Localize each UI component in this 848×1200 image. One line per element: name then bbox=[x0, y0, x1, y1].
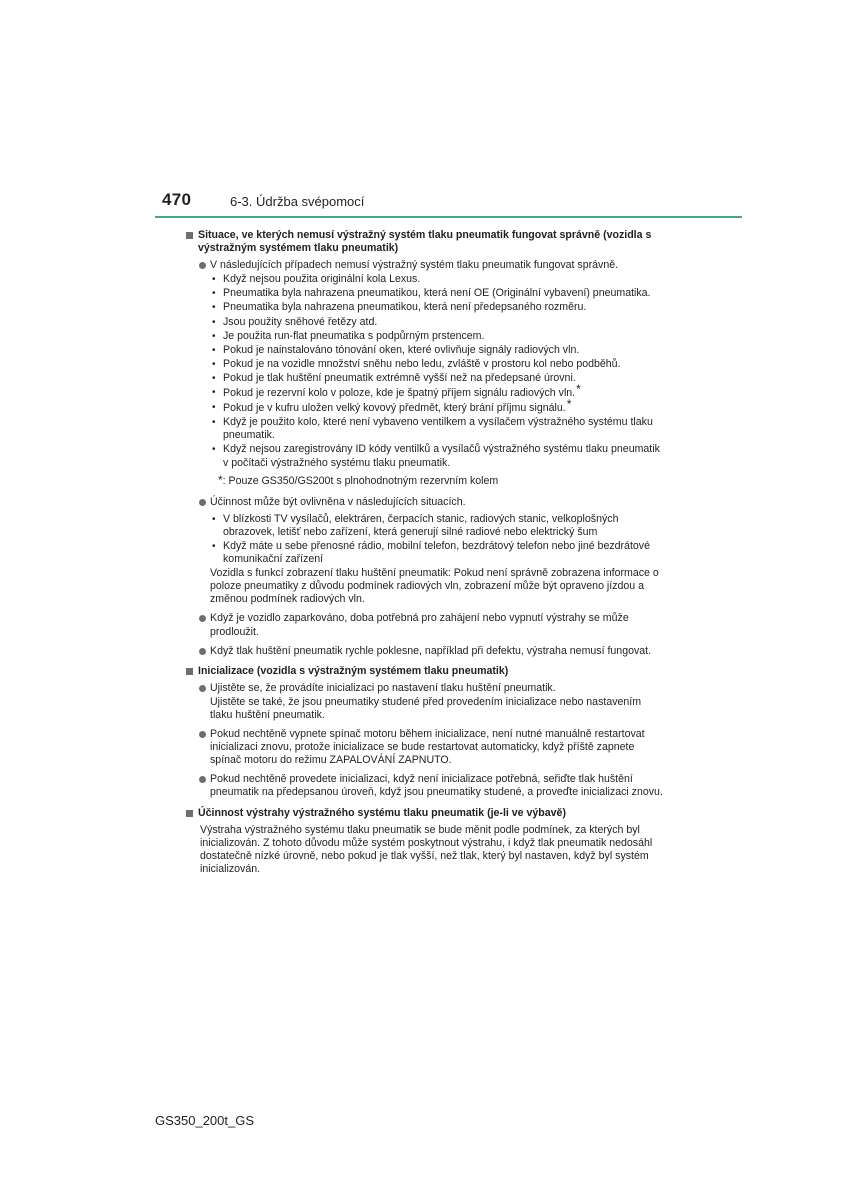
list-item: • Pneumatika byla nahrazena pneumatikou, která není předepsaného rozměru. bbox=[212, 301, 587, 314]
list-item: • Je použita run-flat pneumatika s podpůrným prstencem. bbox=[212, 329, 485, 342]
circle-bullet-icon bbox=[199, 262, 206, 269]
body-text: Vozidla s funkcí zobrazení tlaku huštění pneumatik: Pokud není správně zobrazena informace o poloze pneumatiky z důvodu podmínek radiových vln, zobrazení může být opraveno jízdou a změnou podmínek radiových vln. bbox=[210, 567, 659, 606]
section-title: 6-3. Údržba svépomocí bbox=[230, 194, 365, 209]
page-number: 470 bbox=[162, 190, 192, 209]
bullet-paragraph: Když tlak huštění pneumatik rychle poklesne, například při defektu, výstraha nemusí fungovat. bbox=[185, 645, 663, 658]
body-text: Ujistěte se také, že jsou pneumatiky studené před provedením inicializace nebo nastavením tlaku huštění pneumatik. bbox=[210, 695, 642, 721]
list-item: • Pokud je rezervní kolo v poloze, kde je špatný příjem signálu radiových vln.* bbox=[212, 382, 581, 400]
bullet-paragraph: Když je vozidlo zaparkováno, doba potřebná pro zahájení nebo vypnutí výstrahy se může prodloužit. bbox=[185, 612, 663, 638]
list-item: • Když je použito kolo, které není vybaveno ventilkem a vysílačem výstražného systému tlaku pneumatik. bbox=[212, 416, 653, 442]
circle-bullet-icon bbox=[199, 685, 206, 692]
circle-bullet-icon bbox=[199, 731, 206, 738]
body-text: Výstraha výstražného systému tlaku pneumatik se bude měnit podle podmínek, za kterých byl inicializován. Z tohoto důvodu může systém poskytnout výstrahu, i když tlak pneumatik nedosáhl dostatečně nízké úrovně, nebo pokud je tlak vyšší, než tlak, který byl nastaven, když byl systém inicializován. bbox=[200, 823, 653, 875]
list-item: • Pneumatika byla nahrazena pneumatikou, která není OE (Originální vybavení) pneumatika. bbox=[212, 287, 651, 300]
circle-bullet-icon bbox=[199, 648, 206, 655]
bullet-paragraph: Pokud nechtěně vypnete spínač motoru během inicializace, není nutné manuálně restartovat inicializaci znovu, protože inicializace se bude restartovat automaticky, když příště zapnete spínač motoru do režimu ZAPALOVÁNÍ ZAPNUTO. bbox=[185, 728, 663, 767]
list-item: • V blízkosti TV vysílačů, elektráren, čerpacích stanic, radiových stanic, velkoplošných obrazovek, letišť nebo zařízení, která generují silné radiové nebo elektrický šum bbox=[212, 512, 619, 538]
heading-warning-effectiveness: Účinnost výstrahy výstražného systému tlaku pneumatik (je-li ve výbavě) bbox=[185, 807, 663, 820]
list-item: • Když nejsou použita originální kola Lexus. bbox=[212, 273, 421, 286]
main-content bbox=[185, 226, 663, 876]
footnote-marker: * bbox=[576, 382, 581, 397]
list-item: • Pokud je nainstalováno tónování oken, které ovlivňuje signály radiových vln. bbox=[212, 343, 580, 356]
bullet-paragraph: Pokud nechtěně provedete inicializaci, když není inicializace potřebná, seřiďte tlak huštění pneumatik na předepsanou úroveň, když jsou pneumatiky studené, a proveďte inicializaci znovu. bbox=[185, 773, 663, 799]
list-item: • Když máte u sebe přenosné rádio, mobilní telefon, bezdrátový telefon nebo jiné bezdrátové komunikační zařízení bbox=[212, 539, 650, 566]
footnote: *: Pouze GS350/GS200t s plnohodnotným rezervním kolem bbox=[218, 472, 499, 487]
square-bullet-icon bbox=[186, 810, 193, 817]
footnote-marker: * bbox=[566, 397, 572, 412]
list-item: • Jsou použity sněhové řetězy atd. bbox=[212, 315, 378, 328]
heading-tpws-malfunction-situations: Situace, ve kterých nemusí výstražný systém tlaku pneumatik fungovat správně (vozidla s výstražným systémem tlaku pneumatik) bbox=[185, 229, 663, 255]
circle-bullet-icon bbox=[199, 615, 206, 622]
square-bullet-icon bbox=[186, 232, 193, 239]
circle-bullet-icon bbox=[199, 776, 206, 783]
bullet-paragraph: Účinnost může být ovlivněna v následujících situacích. bbox=[185, 496, 663, 509]
list-item: • Pokud je na vozidle množství sněhu nebo ledu, zvláště v prostoru kol nebo podběhů. bbox=[212, 357, 621, 370]
circle-bullet-icon bbox=[199, 499, 206, 506]
list-item: • Když nejsou zaregistrovány ID kódy ventilků a vysílačů výstražného systému tlaku pneumatik v počítači výstražného systému tlaku pneumatik. bbox=[212, 443, 660, 469]
footer-model-code: GS350_200t_GS bbox=[155, 1113, 255, 1128]
square-bullet-icon bbox=[186, 668, 193, 675]
list-item: • Pokud je tlak huštění pneumatik extrémně vyšší než na předepsané úrovni. bbox=[212, 371, 576, 384]
heading-initialization: Inicializace (vozidla s výstražným systémem tlaku pneumatik) bbox=[185, 665, 663, 678]
list-item: • Pokud je v kufru uložen velký kovový předmět, který brání příjmu signálu.* bbox=[212, 397, 572, 415]
header-rule bbox=[155, 216, 742, 218]
bullet-paragraph: Ujistěte se, že provádíte inicializaci po nastavení tlaku huštění pneumatik. bbox=[185, 682, 663, 695]
bullet-paragraph: V následujících případech nemusí výstražný systém tlaku pneumatik fungovat správně. bbox=[185, 259, 663, 272]
